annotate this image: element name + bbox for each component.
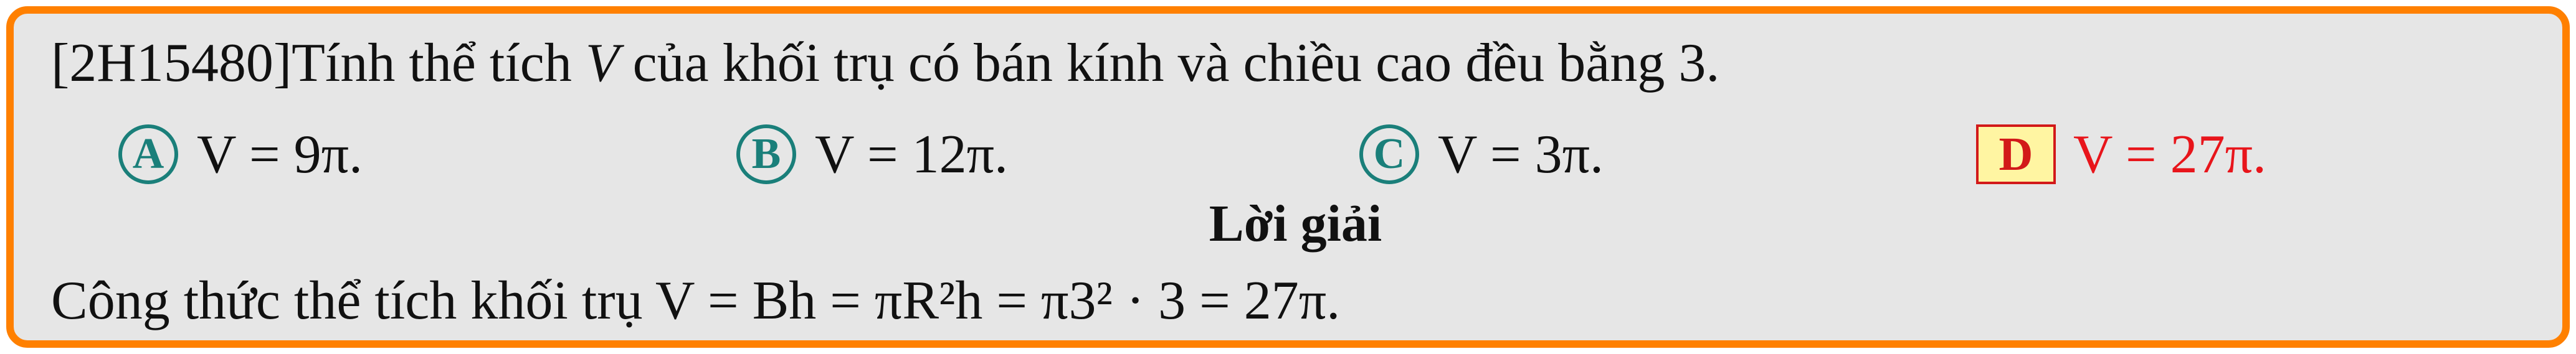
option-d-text: V = 27π. [2073,124,2267,185]
question-line [51,33,1720,93]
solution-body: Công thức thể tích khối trụ V = Bh = πR²h = π3² · 3 = 27π. [51,271,1341,331]
option-c-text: V = 3π. [1438,124,1604,185]
option-a[interactable] [118,121,363,188]
question-variable: V [585,33,619,93]
solution-title: Lời giải [1209,195,1382,253]
option-d-correct[interactable] [1976,121,2266,188]
option-d-badge: D [1976,124,2056,184]
option-c-badge: C [1359,124,1419,184]
option-c[interactable] [1359,121,1604,188]
option-b[interactable] [736,121,1008,188]
question-card [6,6,2570,348]
option-b-badge: B [736,124,796,184]
question-code: [2H15480] [51,33,292,93]
option-a-text: V = 9π. [197,124,363,185]
question-text-after: của khối trụ có bán kính và chiều cao đều bằng 3. [619,33,1720,93]
question-text-before: Tính thể tích [292,33,586,93]
option-a-badge: A [118,124,178,184]
option-b-text: V = 12π. [815,124,1009,185]
